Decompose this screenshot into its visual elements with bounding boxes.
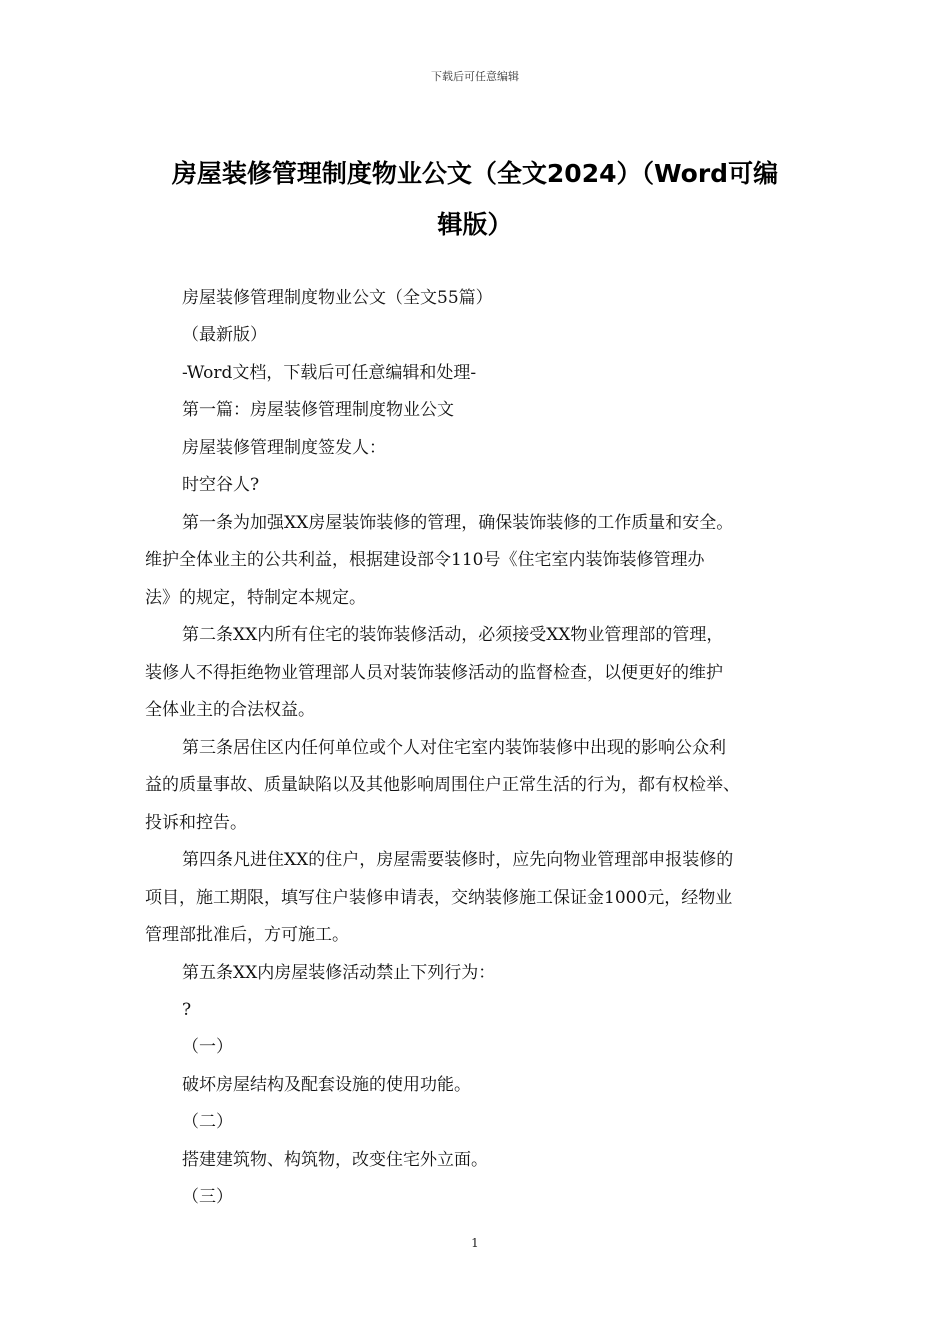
article-5-line-1: 第五条XX内房屋装修活动禁止下列行为：	[182, 963, 496, 983]
article-2-line-2: 装修人不得拒绝物业管理部人员对装饰装修活动的监督检查，以便更好的维护	[145, 663, 723, 683]
issuer-line: 房屋装修管理制度签发人：	[182, 438, 386, 458]
page-number: 1	[471, 1236, 479, 1250]
signer-line: 时空谷人?	[182, 475, 260, 495]
document-title-line-1: 房屋装修管理制度物业公文（全文2024）（Word可编	[171, 159, 779, 188]
article-1-line-2: 维护全体业主的公共利益，根据建设部令110号《住宅室内装饰装修管理办	[145, 550, 705, 570]
article-3-line-2: 益的质量事故、质量缺陷以及其他影响周围住户正常生活的行为，都有权检举、	[145, 775, 740, 795]
format-note-line: -Word文档，下载后可任意编辑和处理-	[182, 363, 477, 383]
article-2-line-3: 全体业主的合法权益。	[145, 700, 315, 720]
page-header-note: 下载后可任意编辑	[431, 70, 519, 83]
article-4-line-2: 项目，施工期限，填写住户装修申请表，交纳装修施工保证金1000元，经物业	[145, 888, 733, 908]
list-item-1-number: （一）	[182, 1037, 233, 1057]
article-1-line-1: 第一条为加强XX房屋装饰装修的管理，确保装饰装修的工作质量和安全。	[182, 513, 734, 533]
chapter-heading: 第一篇：房屋装修管理制度物业公文	[182, 400, 454, 420]
list-item-2-number: （二）	[182, 1112, 233, 1132]
subtitle-line: 房屋装修管理制度物业公文（全文55篇）	[182, 288, 493, 308]
document-title-line-2: 辑版）	[437, 210, 513, 239]
article-4-line-1: 第四条凡进住XX的住户，房屋需要装修时，应先向物业管理部申报装修的	[182, 850, 734, 870]
list-item-1-text: 破坏房屋结构及配套设施的使用功能。	[182, 1075, 471, 1095]
list-item-2-text: 搭建建筑物、构筑物，改变住宅外立面。	[182, 1150, 488, 1170]
placeholder-mark: ?	[182, 1000, 192, 1020]
article-3-line-1: 第三条居住区内任何单位或个人对住宅室内装饰装修中出现的影响公众利	[182, 738, 726, 758]
version-line: （最新版）	[182, 325, 267, 345]
article-2-line-1: 第二条XX内所有住宅的装饰装修活动，必须接受XX物业管理部的管理，	[182, 625, 724, 645]
article-4-line-3: 管理部批准后，方可施工。	[145, 925, 349, 945]
article-3-line-3: 投诉和控告。	[145, 813, 247, 833]
article-1-line-3: 法》的规定，特制定本规定。	[145, 588, 366, 608]
list-item-3-number: （三）	[182, 1187, 233, 1207]
